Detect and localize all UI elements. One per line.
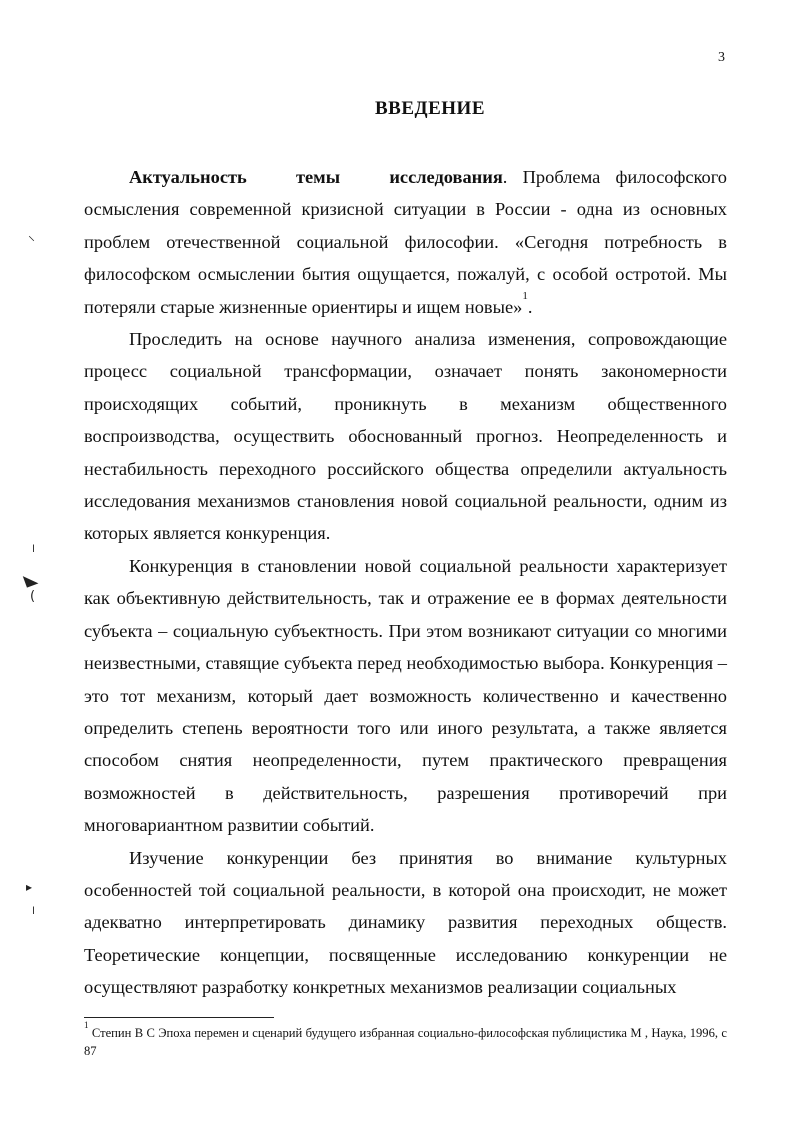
footnote <box>84 1019 727 1060</box>
page-number: 3 <box>718 50 725 65</box>
footnote-text: Степин В С Эпоха перемен и сценарий будущего избранная социально-философская публицистика М , Наука, 1996, с 87 <box>84 1026 727 1058</box>
paragraph-3: Конкуренция в становлении новой социальной реальности характеризует как объективную действительность, так и отражение ее в формах деятельности субъекта – социальную субъектность. При этом возникают ситуации со многими неизвестными, ставящие субъекта перед необходимостью выбора. Конкуренция – это тот механизм, который дает возможность количественно и качественно определить степень вероятности того или иного результата, а также является способом снятия неопределенности, путем практического превращения возможностей в действительность, разрешения противоречий при многовариантном развитии событий. <box>84 555 727 836</box>
lead-punct: . <box>502 167 508 187</box>
body-text <box>84 161 727 1004</box>
footnote-rule <box>84 1017 274 1018</box>
footnote-marker: 1 <box>84 1019 89 1030</box>
scan-artifact-mark: ⸜ <box>28 228 35 244</box>
lead-phrase: Актуальность темы исследования <box>129 167 503 187</box>
scan-artifact-mark: ׀ <box>32 543 35 554</box>
paragraph-1-tail: . <box>527 296 533 317</box>
paragraph-4: Изучение конкуренции без принятия во внимание культурных особенностей той социальной реальности, в которой она происходит, не может адекватно интерпретировать динамику развития переходных обществ. Теоретические концепции, посвященные исследованию конкуренции не осуществляют разработку конкретных механизмов реализации социальных <box>84 847 727 998</box>
footnote-ref: 1 <box>522 289 528 302</box>
paragraph-2: Проследить на основе научного анализа изменения, сопровождающие процесс социальной трансформации, означает понять закономерности происходящих событий, проникнуть в механизм общественного воспроизводства, осуществить обоснованный прогноз. Неопределенность и нестабильность переходного российского общества определили актуальность исследования механизмов становления новой социальной реальности, одним из которых является конкуренция. <box>84 329 727 544</box>
scan-artifact-mark: ◣ <box>21 567 40 590</box>
paragraph-1-text: Проблема философского осмысления современной кризисной ситуации в России - одна из основных проблем отечественной социальной философии. «Сегодня потребность в философском осмыслении бытия ощущается, пожалуй, с особой остротой. Мы потеряли старые жизненные ориентиры и ищем новые» <box>84 167 727 317</box>
scan-artifact-mark: ( <box>30 589 36 604</box>
scan-artifact-mark: ׀ <box>32 905 35 916</box>
paragraph-1 <box>84 161 727 323</box>
scan-artifact-mark: ▸ <box>26 880 33 894</box>
page-title: ВВЕДЕНИЕ <box>375 98 485 119</box>
